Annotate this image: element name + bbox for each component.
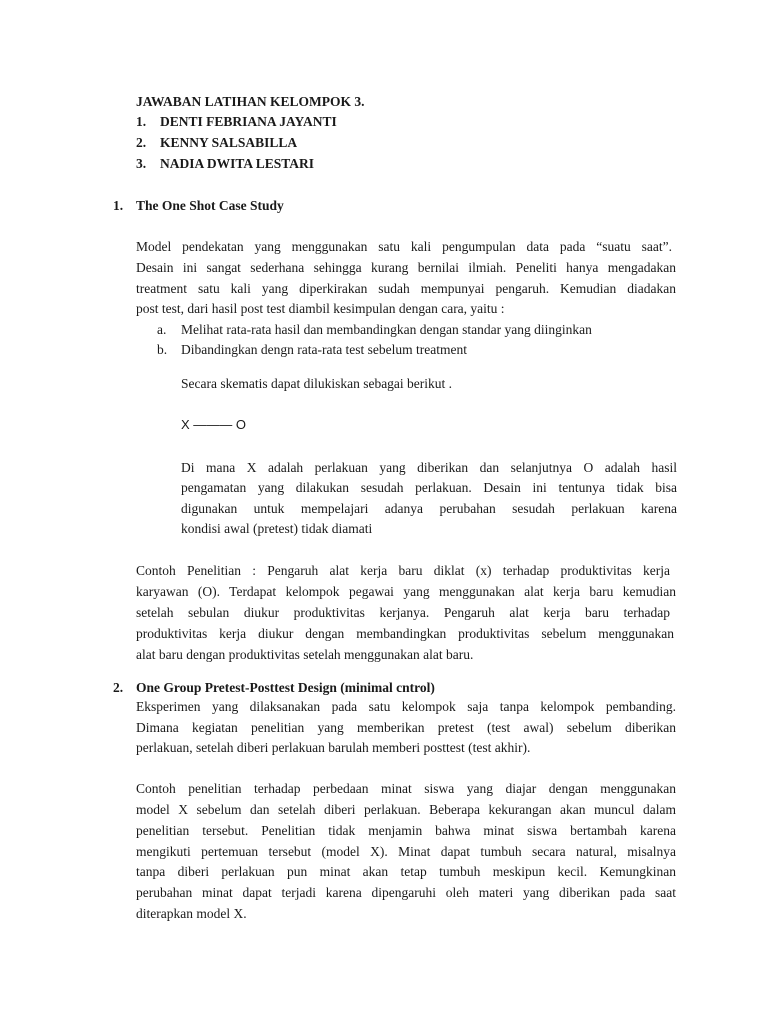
section-heading: The One Shot Case Study xyxy=(136,198,284,213)
member-name: KENNY SALSABILLA xyxy=(160,135,298,150)
paragraph-line: penelitian tersebut. Penelitian tidak menjamin bahwa minat siswa bertambah karena xyxy=(136,823,676,838)
explanation-line: kondisi awal (pretest) tidak diamati xyxy=(181,521,373,536)
paragraph-line: treatment satu kali yang diperkirakan sudah mempunyai pengaruh. Kemudian diadakan xyxy=(136,281,676,296)
member-number: 2. xyxy=(136,135,147,150)
paragraph-line: perlakuan, setelah diberi perlakuan barulah memberi posttest (test akhir). xyxy=(136,740,531,755)
paragraph-line: diterapkan model X. xyxy=(136,906,247,921)
explanation-line: pengamatan yang dilakukan sesudah perlakuan. Desain ini tentunya tidak bisa xyxy=(181,480,677,495)
paragraph-line: Dimana kegiatan penelitian yang memberikan pretest (test awal) sebelum diberikan xyxy=(136,720,676,735)
list-marker: a. xyxy=(157,322,167,337)
explanation-line: digunakan untuk mempelajari adanya perubahan sesudah perlakuan karena xyxy=(181,501,677,516)
paragraph-line: mengikuti pertemuan tersebut (model X). Minat dapat tumbuh secara natural, misalnya xyxy=(136,844,676,859)
paragraph-line: perubahan minat dapat terjadi karena dipengaruhi oleh materi yang diberikan pada saat xyxy=(136,885,676,900)
section-number: 2. xyxy=(113,680,124,695)
paragraph-line: Eksperimen yang dilaksanakan pada satu kelompok saja tanpa kelompok pembanding. xyxy=(136,699,676,714)
section-heading: One Group Pretest-Posttest Design (minimal cntrol) xyxy=(136,680,435,695)
paragraph-line: post test, dari hasil post test diambil kesimpulan dengan cara, yaitu : xyxy=(136,301,505,316)
example-line: alat baru dengan produktivitas setelah menggunakan alat baru. xyxy=(136,647,474,662)
member-name: DENTI FEBRIANA JAYANTI xyxy=(160,114,337,129)
list-marker: b. xyxy=(157,342,168,357)
paragraph-line: tanpa diberi perlakuan pun minat akan tetap tumbuh meskipun kecil. Kemungkinan xyxy=(136,864,676,879)
paragraph-line: Contoh penelitian terhadap perbedaan minat siswa yang diajar dengan menggunakan xyxy=(136,781,676,796)
member-name: NADIA DWITA LESTARI xyxy=(160,156,315,171)
schema-intro: Secara skematis dapat dilukiskan sebagai berikut . xyxy=(181,376,453,391)
member-number: 1. xyxy=(136,114,147,129)
document-title: JAWABAN LATIHAN KELOMPOK 3. xyxy=(136,94,365,109)
explanation-line: Di mana X adalah perlakuan yang diberikan dan selanjutnya O adalah hasil xyxy=(181,460,677,475)
list-item: Dibandingkan dengn rata-rata test sebelum treatment xyxy=(181,342,468,357)
schema-diagram: X ——— O xyxy=(181,417,247,432)
section-number: 1. xyxy=(113,198,124,213)
paragraph-line: model X sebelum dan setelah diberi perlakuan. Beberapa kekurangan akan muncul dalam xyxy=(136,802,676,817)
member-number: 3. xyxy=(136,156,147,171)
paragraph-line: Desain ini sangat sederhana sehingga kurang bernilai ilmiah. Peneliti hanya mengadakan xyxy=(136,260,676,275)
example-line: setelah sebulan diukur produktivitas kerjanya. Pengaruh alat kerja baru terhadap xyxy=(136,605,670,620)
example-line: Contoh Penelitian : Pengaruh alat kerja baru diklat (x) terhadap produktivitas kerja xyxy=(136,563,670,578)
paragraph-line: Model pendekatan yang menggunakan satu kali pengumpulan data pada “suatu saat”. xyxy=(136,239,672,254)
list-item: Melihat rata-rata hasil dan membandingkan dengan standar yang diinginkan xyxy=(181,322,592,337)
example-line: produktivitas kerja diukur dengan membandingkan produktivitas sebelum menggunakan xyxy=(136,626,674,641)
example-line: karyawan (O). Terdapat kelompok pegawai yang menggunakan alat kerja baru kemudian xyxy=(136,584,676,599)
